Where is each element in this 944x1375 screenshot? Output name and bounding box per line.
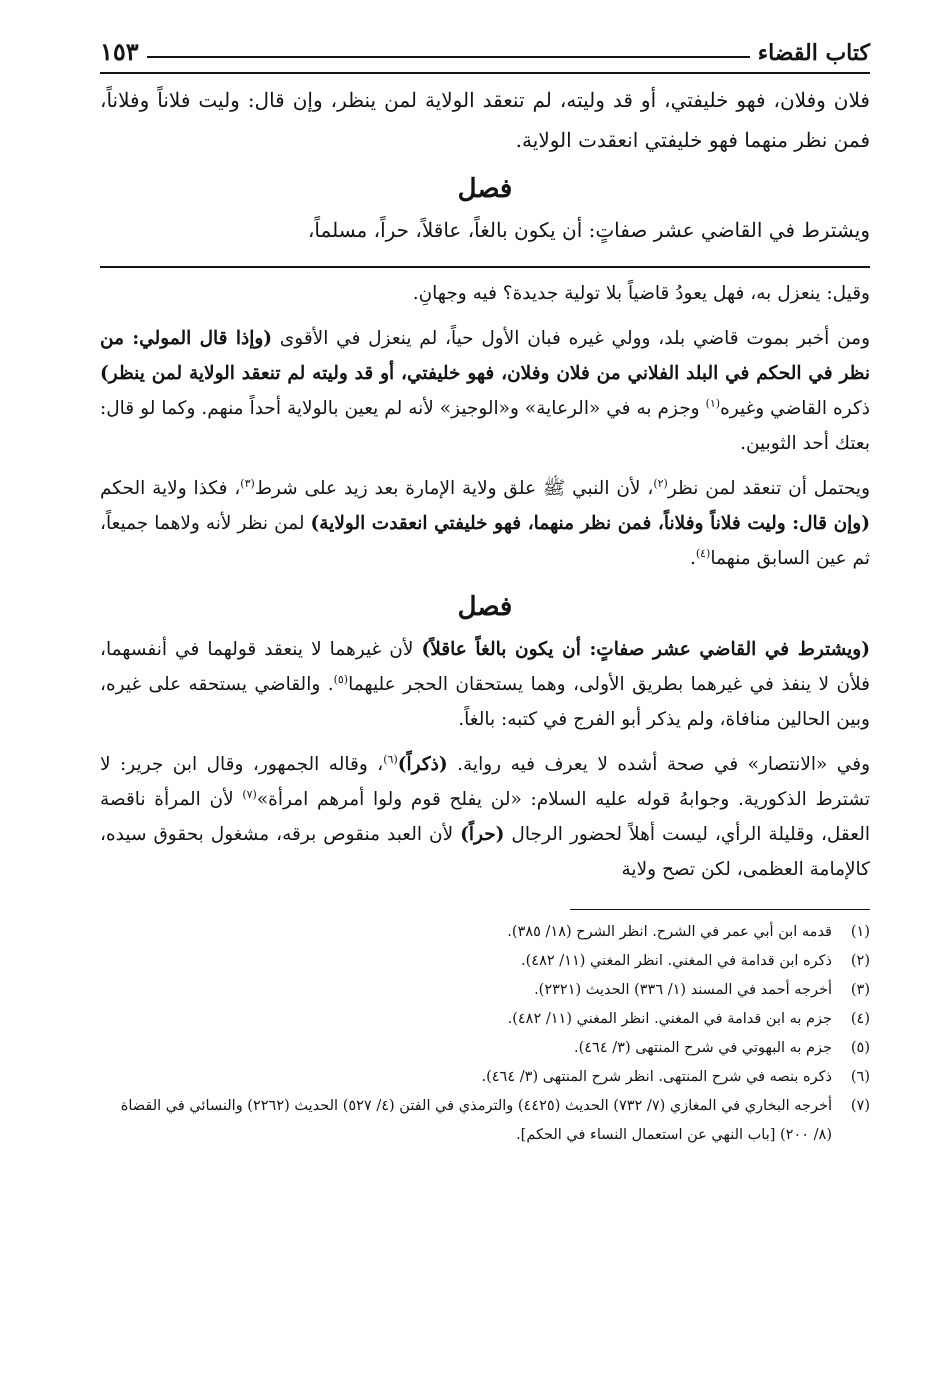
- commentary-text: [100, 276, 870, 887]
- sharh-paragraph-2: [100, 321, 870, 461]
- footnote-ref[interactable]: (٦): [383, 752, 398, 766]
- footnote-text: جزم به البهوتي في شرح المنتهى (٣/ ٤٦٤).: [573, 1040, 832, 1056]
- running-header: [100, 30, 870, 66]
- footnote: [100, 1005, 870, 1034]
- footnote-ref[interactable]: (٢): [653, 476, 668, 490]
- text-run: لأن غيرهما لا ينعقد قولهما في أنفسهما، فلأن لا ينفذ في غيرهما بطريق الأولى، وهما يستحقان الحجر عليهما: [100, 639, 870, 695]
- text-run: ، وقاله الجمهور، وقال ابن جرير: لا تشترط الذكورية. وجوابهُ قوله عليه السلام: «لن يفلح قوم ولوا أمرهم امرأة»: [100, 754, 870, 810]
- footnote: [100, 918, 870, 947]
- footnote-number: (٥): [850, 1040, 870, 1056]
- footnote-number: (٢): [850, 953, 870, 969]
- text-run: ومن أخبر بموت قاضي بلد، وولي غيره فبان الأول حياً، لم ينعزل في الأقوى: [272, 328, 870, 349]
- section-heading-2: فصل: [457, 592, 513, 622]
- quoted-matn: (ويشترط في القاضي عشر صفاتٍ: أن يكون بالغاً عاقلاً): [421, 639, 870, 660]
- footnote-text: قدمه ابن أبي عمر في الشرح. انظر الشرح (١٨/ ٣٨٥).: [507, 924, 832, 940]
- footnote-ref[interactable]: (٧): [242, 787, 257, 801]
- footnote-number: (١): [850, 924, 870, 940]
- text-run: وجزم به في «الرعاية» و«الوجيز» لأنه لم يعين بالولاية أحداً منهم. وكما لو قال: بعتك أحد الثوبين.: [100, 398, 870, 454]
- footnote: [100, 947, 870, 976]
- sharh-paragraph-4: [100, 632, 870, 737]
- text-run: ويحتمل أن تنعقد لمن نظر: [667, 478, 871, 499]
- quoted-matn: (حراً): [460, 824, 505, 845]
- footnote-text: ذكره بنصه في شرح المنتهى. انظر شرح المنتهى (٣/ ٤٦٤).: [481, 1069, 832, 1085]
- footnote-text: جزم به ابن قدامة في المغني. انظر المغني (١١/ ٤٨٢).: [507, 1011, 832, 1027]
- text-run: لمن نظر لأنه ولاهما جميعاً، ثم عين السابق منهما: [100, 513, 870, 569]
- footnote-ref[interactable]: (٣): [240, 476, 255, 490]
- footnote: [100, 1092, 870, 1150]
- text-run: لأن العبد منقوص برقه، مشغول بحقوق سيده، كالإمامة العظمى، لكن تصح ولاية: [100, 824, 870, 880]
- footnote-separator: [570, 909, 870, 910]
- sharh-paragraph-1: وقيل: ينعزل به، فهل يعودُ قاضياً بلا تولية جديدة؟ فيه وجهانِ.: [412, 283, 870, 304]
- text-run: ، لأن النبي ﷺ علق ولاية الإمارة بعد زيد على شرط: [254, 478, 654, 499]
- text-run: ذكره القاضي وغيره: [720, 398, 870, 419]
- text-run: وفي «الانتصار» في صحة أشده لا يعرف فيه رواية.: [447, 754, 871, 775]
- footnote: [100, 1034, 870, 1063]
- page-number: ١٥٣: [100, 37, 139, 66]
- text-run: .: [689, 548, 696, 569]
- matn-paragraph-2: ويشترط في القاضي عشر صفاتٍ: أن يكون بالغاً، عاقلاً، حراً، مسلماً،: [307, 218, 870, 242]
- header-rule: [147, 56, 750, 58]
- book-title: كتاب القضاء: [757, 40, 870, 66]
- footnotes: [100, 918, 870, 1150]
- footnote: [100, 1063, 870, 1092]
- matn-paragraph-1: فلان وفلان، فهو خليفتي، أو قد وليته، لم تنعقد الولاية لمن ينظر، وإن قال: وليت فلاناً وفلاناً، فمن نظر منهما فهو خليفتي انعقدت الولاية.: [100, 88, 870, 152]
- sharh-paragraph-3: [100, 471, 870, 576]
- main-text: [100, 80, 870, 250]
- footnote-ref[interactable]: (١): [705, 396, 721, 410]
- footnote-number: (٦): [850, 1069, 870, 1085]
- footnote-ref[interactable]: (٥): [333, 672, 349, 686]
- footnote-number: (٣): [850, 982, 870, 998]
- footnote: [100, 976, 870, 1005]
- footnote-ref[interactable]: (٤): [695, 546, 711, 560]
- matn-sharh-divider: [100, 266, 870, 268]
- footnote-text: أخرجه البخاري في المغازي (٧/ ٧٣٢) الحديث (٤٤٢٥) والترمذي في الفتن (٤/ ٥٢٧) الحديث (٢٢٦٢) والنسائي في القضاة (٨/ ٢٠٠) [باب النهي عن استعمال النساء في الحكم].: [120, 1098, 832, 1143]
- book-page: [100, 30, 870, 1150]
- text-run: لأن المرأة ناقصة العقل، وقليلة الرأي، ليست أهلاً لحضور الرجال: [100, 789, 870, 845]
- footnote-text: أخرجه أحمد في المسند (١/ ٣٣٦) الحديث (٢٣٢١).: [534, 982, 832, 998]
- footnote-text: ذكره ابن قدامة في المغني. انظر المغني (١١/ ٤٨٢).: [521, 953, 832, 969]
- sharh-paragraph-5: [100, 747, 870, 887]
- text-run: ، فكذا ولاية الحكم: [100, 478, 241, 499]
- footnote-number: (٧): [850, 1098, 870, 1114]
- section-heading: فصل: [457, 174, 513, 204]
- quoted-matn: (وإن قال: وليت فلاناً وفلاناً، فمن نظر منهما، فهو خليفتي انعقدت الولاية): [310, 513, 870, 534]
- footnote-number: (٤): [850, 1011, 870, 1027]
- header-divider: [100, 72, 870, 74]
- quoted-matn: (وإذا قال المولي: من نظر في الحكم في البلد الفلاني من فلان وفلان، فهو خليفتي، أو قد وليته لم تنعقد الولاية لمن ينظر): [100, 328, 870, 384]
- quoted-matn: (ذكراً): [397, 754, 448, 775]
- text-run: . والقاضي يستحقه على غيره، وبين الحالين منافاة، ولم يذكر أبو الفرج في كتبه: بالغاً.: [100, 674, 870, 730]
